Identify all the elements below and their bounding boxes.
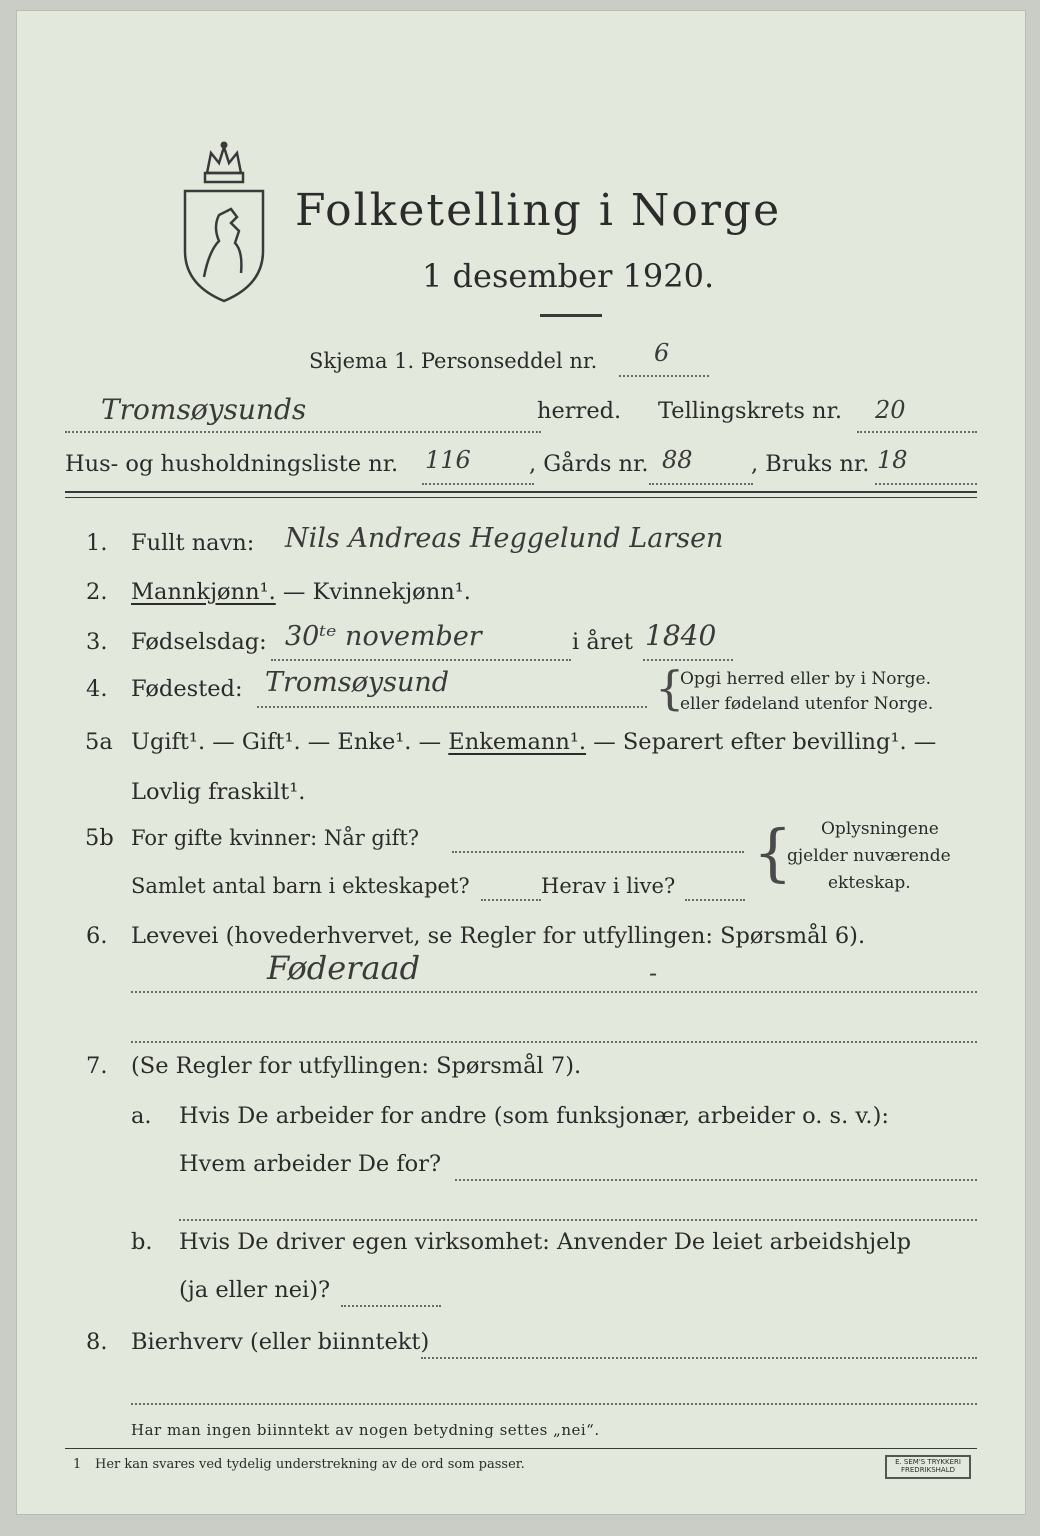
q3-date-line xyxy=(271,659,571,661)
q5b-note-3: ekteskap. xyxy=(828,873,911,893)
q4-brace: { xyxy=(655,661,685,715)
q3-number: 3. xyxy=(86,629,108,655)
q5a-enkemann-option: Enkemann¹. xyxy=(448,729,587,755)
q5a-number: 5a xyxy=(85,729,113,755)
footnote-text: Her kan svares ved tydelig understrekning av de ord som passer. xyxy=(95,1457,525,1472)
gards-value: 88 xyxy=(662,446,693,474)
q5a-line-2: Lovlig fraskilt¹. xyxy=(131,779,306,805)
header-divider xyxy=(65,491,977,493)
q2-separator: — xyxy=(275,579,313,605)
tellingskrets-value: 20 xyxy=(875,396,906,424)
q8-label: Bierhverv (eller biinntekt) xyxy=(131,1329,430,1355)
q5a-option-group-2: — Separert efter bevilling¹. — xyxy=(593,729,937,755)
q7a-answer-line-1 xyxy=(455,1179,977,1181)
footer-note: Har man ingen biinntekt av nogen betydning settes „nei“. xyxy=(131,1421,600,1439)
q6-line-2 xyxy=(131,1041,977,1043)
header-divider-2 xyxy=(65,497,977,498)
q5a-options xyxy=(131,729,936,755)
q4-note-2: eller fødeland utenfor Norge. xyxy=(680,694,934,714)
q1-label: Fullt navn: xyxy=(131,530,255,556)
hus-line xyxy=(422,483,534,485)
q5b-when-married: For gifte kvinner: Når gift? xyxy=(131,826,420,850)
q4-note-1: Opgi herred eller by i Norge. xyxy=(680,669,931,689)
q7a-letter: a. xyxy=(131,1103,152,1129)
form-title: Folketelling i Norge xyxy=(295,185,782,236)
q8-number: 8. xyxy=(86,1329,108,1355)
census-date: 1 desember 1920. xyxy=(422,257,715,295)
q7b-letter: b. xyxy=(131,1229,153,1255)
hus-label: Hus- og husholdningsliste nr. xyxy=(65,451,399,477)
q8-answer-line-1 xyxy=(421,1357,977,1359)
q5b-children-line xyxy=(481,899,541,901)
q7-label: (Se Regler for utfyllingen: Spørsmål 7). xyxy=(131,1053,582,1079)
bruks-label: , Bruks nr. xyxy=(751,451,870,477)
q2-female-option: Kvinnekjønn¹. xyxy=(312,579,471,605)
q7b-line-1: Hvis De driver egen virksomhet: Anvender De leiet arbeidshjelp xyxy=(179,1229,912,1255)
bruks-line xyxy=(875,483,977,485)
herred-label: herred. xyxy=(537,398,622,424)
schema-number: 6 xyxy=(654,339,670,367)
q3-year-value: 1840 xyxy=(645,619,717,652)
tellingskrets-label: Tellingskrets nr. xyxy=(658,398,842,424)
q5b-when-line xyxy=(452,851,744,853)
q7b-line-2: (ja eller nei)? xyxy=(179,1277,331,1303)
q4-birthplace-value: Tromsøysund xyxy=(265,667,450,698)
q3-birthdate-value: 30ᵗᵉ november xyxy=(285,621,482,652)
q5b-children-total: Samlet antal barn i ekteskapet? xyxy=(131,874,470,898)
footnote-mark: 1 xyxy=(73,1457,82,1472)
q6-number: 6. xyxy=(86,923,108,949)
q3-year-label: i året xyxy=(572,629,633,655)
q5b-note-2: gjelder nuværende xyxy=(787,846,951,866)
q5a-option-group-1: Ugift¹. — Gift¹. — Enke¹. — xyxy=(131,729,442,755)
q5b-alive-line xyxy=(685,899,745,901)
herred-line xyxy=(65,431,541,433)
q5b-note-1: Oplysningene xyxy=(821,819,939,839)
q2-male-option: Mannkjønn¹. xyxy=(131,579,276,605)
printer-stamp: E. SEM'S TRYKKERI FREDRIKSHALD xyxy=(885,1455,971,1479)
q3-label: Fødselsdag: xyxy=(131,629,267,655)
q7a-answer-line-2 xyxy=(179,1219,977,1221)
schema-number-line xyxy=(619,375,709,377)
schema-label: Skjema 1. Personseddel nr. xyxy=(309,349,598,373)
q6-dash: - xyxy=(649,959,658,987)
tellingskrets-line xyxy=(857,431,977,433)
herred-value: Tromsøysunds xyxy=(101,393,307,426)
q7a-line-2: Hvem arbeider De for? xyxy=(179,1151,442,1177)
q1-number: 1. xyxy=(86,530,108,556)
bruks-value: 18 xyxy=(877,446,908,474)
gards-label: , Gårds nr. xyxy=(529,451,649,477)
q5b-brace: { xyxy=(753,816,793,889)
q5b-number: 5b xyxy=(85,825,114,851)
q6-label: Levevei (hovederhvervet, se Regler for utfyllingen: Spørsmål 6). xyxy=(131,923,866,949)
hus-value: 116 xyxy=(425,446,471,474)
q8-answer-line-2 xyxy=(131,1403,977,1405)
q1-name-value: Nils Andreas Heggelund Larsen xyxy=(285,523,724,554)
q7b-answer-line xyxy=(341,1305,441,1307)
q6-occupation-value: Føderaad xyxy=(267,949,421,987)
census-form xyxy=(16,10,1026,1515)
footer-divider xyxy=(65,1448,977,1449)
q7-number: 7. xyxy=(86,1053,108,1079)
coat-of-arms-icon xyxy=(179,139,269,307)
q4-number: 4. xyxy=(86,676,108,702)
q2-number: 2. xyxy=(86,579,108,605)
q7a-line-1: Hvis De arbeider for andre (som funksjonær, arbeider o. s. v.): xyxy=(179,1103,889,1129)
q6-line-1 xyxy=(131,991,977,993)
q2-options xyxy=(131,579,471,605)
q4-label: Fødested: xyxy=(131,676,243,702)
title-divider xyxy=(540,314,602,317)
gards-line xyxy=(649,483,753,485)
q4-line xyxy=(257,706,647,708)
q5b-children-alive: Herav i live? xyxy=(541,874,676,898)
